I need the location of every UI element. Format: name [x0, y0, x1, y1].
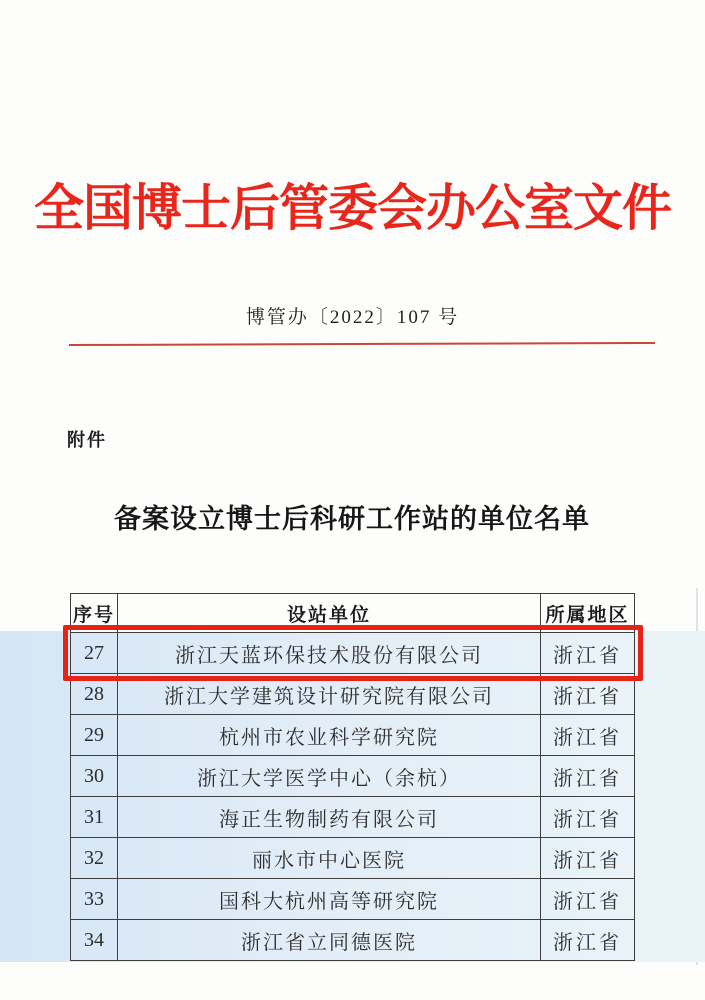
region-name: 浙江省	[541, 674, 635, 715]
table-row	[71, 920, 635, 961]
column-header-region: 所属地区	[541, 594, 635, 633]
unit-name: 浙江大学医学中心（余杭）	[118, 756, 541, 797]
region-name: 浙江省	[541, 633, 635, 674]
region-name: 浙江省	[541, 879, 635, 920]
document-title: 全国博士后管委会办公室文件	[34, 180, 671, 236]
row-number: 28	[71, 674, 118, 715]
table-body	[71, 633, 635, 961]
row-number: 27	[71, 633, 118, 674]
region-name: 浙江省	[541, 920, 635, 961]
row-number: 34	[71, 920, 118, 961]
unit-name: 国科大杭州高等研究院	[118, 879, 541, 920]
unit-name: 浙江大学建筑设计研究院有限公司	[118, 674, 541, 715]
region-name: 浙江省	[541, 756, 635, 797]
region-name: 浙江省	[541, 715, 635, 756]
row-number: 33	[71, 879, 118, 920]
row-number: 30	[71, 756, 118, 797]
unit-name: 丽水市中心医院	[118, 838, 541, 879]
row-number: 31	[71, 797, 118, 838]
table-row-highlighted	[71, 633, 635, 674]
table-row	[71, 674, 635, 715]
red-divider-line	[69, 342, 655, 346]
unit-name: 浙江省立同德医院	[118, 920, 541, 961]
region-name: 浙江省	[541, 838, 635, 879]
table-title: 备案设立博士后科研工作站的单位名单	[114, 504, 590, 534]
row-number: 32	[71, 838, 118, 879]
table-header-row	[71, 594, 635, 633]
table-row	[71, 879, 635, 920]
table-row	[71, 756, 635, 797]
unit-name: 杭州市农业科学研究院	[118, 715, 541, 756]
table-row	[71, 838, 635, 879]
region-name: 浙江省	[541, 797, 635, 838]
document-number: 博管办〔2022〕107 号	[245, 307, 460, 328]
attachment-label: 附件	[67, 430, 107, 450]
unit-name: 海正生物制药有限公司	[118, 797, 541, 838]
column-header-no: 序号	[71, 594, 118, 633]
table-row	[71, 797, 635, 838]
row-number: 29	[71, 715, 118, 756]
table-row	[71, 715, 635, 756]
units-table	[70, 593, 635, 961]
column-header-unit: 设站单位	[118, 594, 541, 633]
unit-name: 浙江天蓝环保技术股份有限公司	[118, 633, 541, 674]
